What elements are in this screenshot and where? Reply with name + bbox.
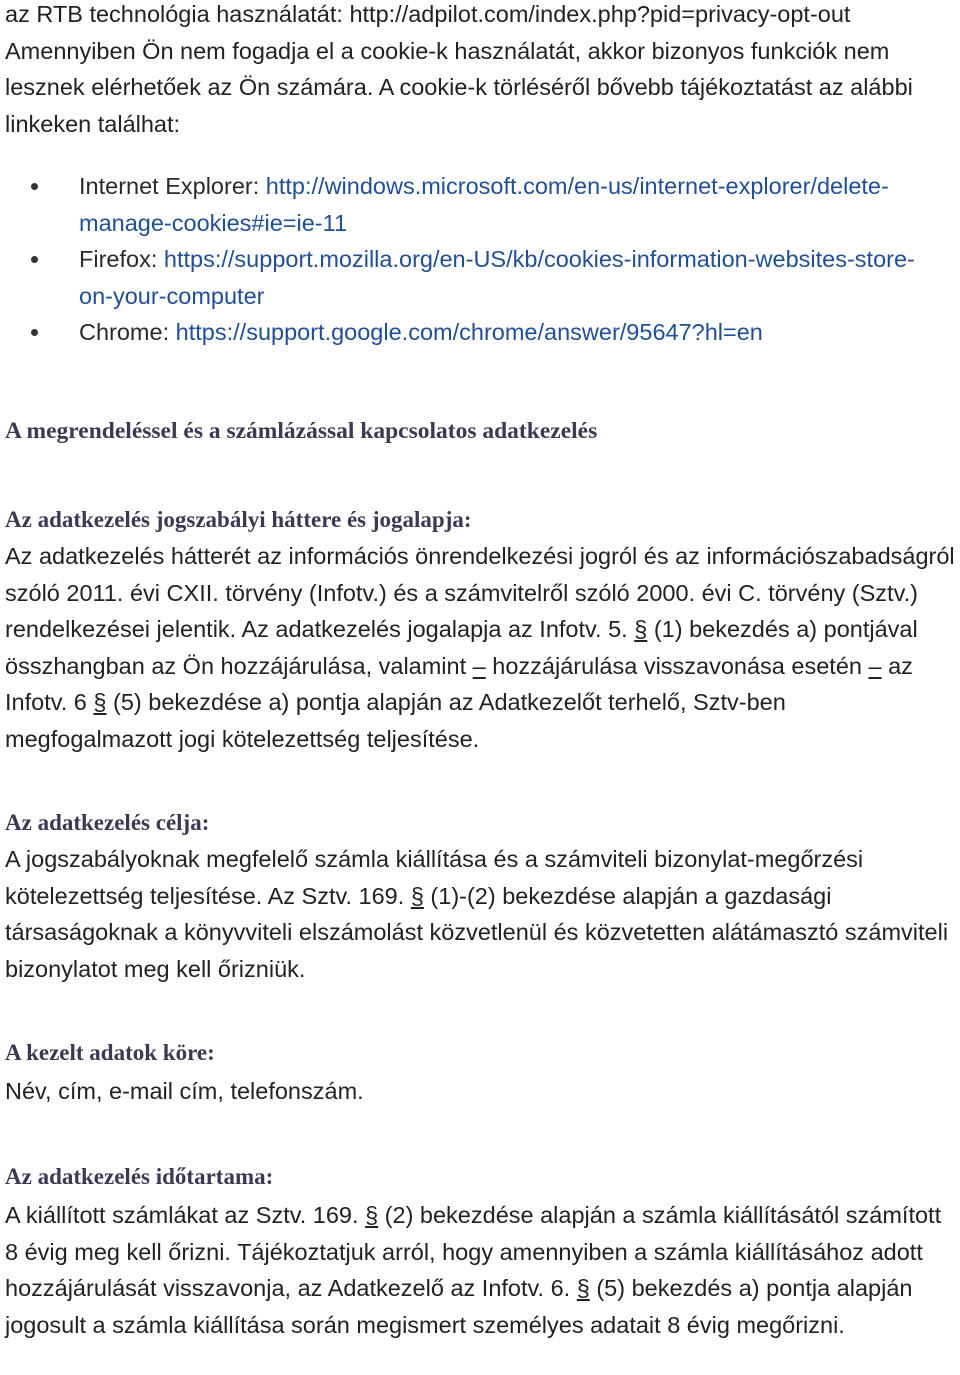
duration-paragraph — [5, 1197, 955, 1343]
data-scope-heading: A kezelt adatok köre: — [5, 1040, 215, 1065]
section-symbol: § — [576, 1275, 590, 1301]
legal-text-3: hozzájárulása visszavonása esetén — [485, 652, 869, 679]
legal-basis-heading: Az adatkezelés jogszabályi háttere és jogalapja: — [5, 507, 472, 532]
legal-text-4: az Infotv. 6 — [5, 652, 913, 715]
dash-symbol: – — [472, 652, 486, 679]
purpose-heading: Az adatkezelés célja: — [5, 810, 210, 835]
duration-text-1: A kiállított számlákat az Sztv. 169. — [5, 1202, 366, 1228]
purpose-text-1: A jogszabályoknak megfelelő számla kiállítása és a számviteli bizonylat-megőrzési kötelezettség teljesítése. Az Sztv. 169. — [5, 846, 864, 909]
link-item-firefox — [31, 241, 936, 314]
cookie-links-list — [31, 168, 936, 351]
dash-symbol: – — [868, 652, 882, 679]
bullet-icon — [31, 329, 38, 336]
duration-text-3: (5) bekezdés a) pontja alapján jogosult a számla kiállítása során megismert személyes adatait 8 évig megőrizni. — [5, 1275, 913, 1338]
duration-heading: Az adatkezelés időtartama: — [5, 1164, 274, 1189]
duration-text-2: (2) bekezdése alapján a számla kiállításától számított 8 évig meg kell őrizni. Tájékoztatjuk arról, hogy amennyiben a számla kiállításához adott hozzájárulását visszavonja, az Adatkezelő az Infotv. 6. — [5, 1202, 942, 1301]
link-label: Chrome: — [79, 319, 170, 345]
section-symbol: § — [93, 689, 107, 715]
intro-paragraph: az RTB technológia használatát: http://adpilot.com/index.php?pid=privacy-opt-out Amennyiben Ön nem fogadja el a cookie-k használatát, akkor bizonyos funkciók nem lesznek elérhetőek az Ön számára. A cookie-k törléséről bővebb tájékoztatást az alábbi linkeken találhat: — [5, 1, 913, 137]
section-title: A megrendeléssel és a számlázással kapcsolatos adatkezelés — [5, 418, 598, 444]
section-symbol: § — [410, 882, 424, 909]
firefox-cookies-link[interactable]: https://support.mozilla.org/en-US/kb/cookies-information-websites-store-on-your-computer — [79, 246, 915, 309]
section-symbol: § — [634, 616, 648, 642]
ie-cookies-link[interactable]: http://windows.microsoft.com/en-us/internet-explorer/delete-manage-cookies#ie=ie-11 — [79, 173, 889, 236]
bullet-icon — [31, 183, 38, 190]
legal-basis-paragraph — [5, 538, 955, 757]
legal-text-1: Az adatkezelés hátterét az információs önrendelkezési jogról és az információszabadságról szóló 2011. évi CXII. törvény (Infotv.) és a számvitelről szóló 2000. évi C. törvény (Sztv.) rendelkezései jelentik. Az adatkezelés jogalapja az Infotv. 5. — [5, 543, 955, 642]
legal-text-2: (1) bekezdés a) pontjával összhangban az Ön hozzájárulása, valamint — [5, 616, 918, 679]
link-item-chrome — [31, 314, 936, 351]
data-scope-paragraph: Név, cím, e-mail cím, telefonszám. — [5, 1078, 364, 1104]
bullet-icon — [31, 256, 38, 263]
link-item-ie — [31, 168, 936, 241]
purpose-text-2: (1)-(2) bekezdése alapján a gazdasági társaságoknak a könyvviteli elszámolást közvetlenül és közvetetten alátámasztó számviteli bizonylatot meg kell őrizniük. — [5, 882, 949, 982]
purpose-paragraph — [5, 841, 955, 987]
section-symbol: § — [365, 1202, 379, 1228]
link-label: Firefox: — [79, 246, 158, 272]
legal-text-5: (5) bekezdése a) pontja alapján az Adatkezelőt terhelő, Sztv-ben megfogalmazott jogi kötelezettség teljesítése. — [5, 689, 786, 752]
chrome-cookies-link[interactable]: https://support.google.com/chrome/answer/95647?hl=en — [175, 319, 763, 345]
link-label: Internet Explorer: — [79, 173, 260, 199]
